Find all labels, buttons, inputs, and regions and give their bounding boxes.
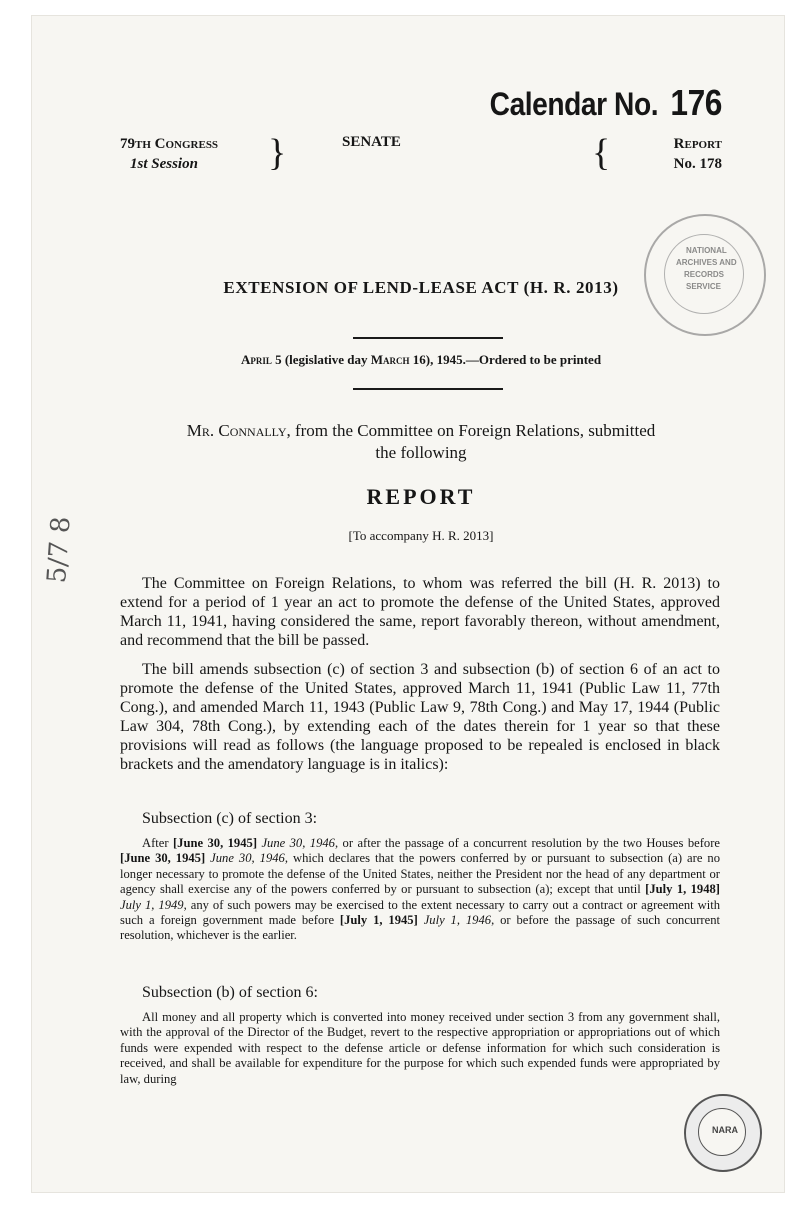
congress-line: 79th Congress	[120, 136, 219, 152]
subsection-b-heading: Subsection (b) of section 6:	[142, 984, 318, 1001]
dateline-order: ), 1945.—Ordered to be printed	[425, 352, 602, 367]
italic-text: July 1, 1949	[120, 897, 184, 912]
accompany-note: [To accompany H. R. 2013]	[348, 528, 494, 543]
divider	[353, 388, 503, 390]
subsection-c-text	[120, 836, 720, 944]
truman-library-stamp-icon: NARA	[684, 1094, 762, 1172]
text-run: , which declares that the powers conferred by or pursuant to subsection (a) are no longer necessary to promote the defense of the United States, neither the President nor the head of any department or agency shall exercise any of the powers conferred by or pursuant to subsection (a); except that until	[120, 851, 721, 897]
calendar-label: Calendar No.	[489, 86, 659, 122]
italic-text: June 30, 1946	[205, 851, 285, 866]
divider	[353, 337, 503, 339]
handwritten-margin-note: 5/7 8	[42, 515, 77, 585]
national-archives-stamp-icon: NATIONAL ARCHIVES AND RECORDS SERVICE	[644, 214, 766, 336]
subsection-b-text: All money and all property which is converted into money received under section 3 from any government shall, with the approval of the Director of the Budget, revert to the respective appropriation or appropriations out of which funds were expended with respect to the defense article or defense information for which such consideration is received, and shall be available for expenditure for the purpose for which such expended funds were appropriated by law, during	[120, 1010, 720, 1086]
session-line: 1st Session	[130, 156, 198, 172]
report-no-line: No. 178	[673, 156, 722, 172]
text-run: , any of such powers may be exercised to the extent necessary to carry out a contract or agreement with such a foreign government made before	[120, 897, 721, 928]
submitted-text: , from the Committee on Foreign Relations, submitted	[286, 421, 656, 440]
dateline-date: April 5	[240, 352, 282, 367]
dateline	[120, 352, 722, 368]
brace-right-icon: }	[268, 132, 287, 174]
congress-session	[120, 134, 218, 174]
dateline-text: (legislative day	[281, 352, 371, 367]
report-number	[674, 134, 722, 174]
italic-text: June 30, 1946	[257, 836, 335, 850]
document-title: EXTENSION OF LEND-LEASE ACT (H. R. 2013)	[223, 278, 619, 297]
brace-left-icon: {	[592, 132, 611, 174]
calendar-number	[490, 82, 722, 124]
report-heading: REPORT	[366, 484, 476, 509]
bracketed-text: [July 1, 1948]	[645, 882, 721, 897]
bracketed-text: [June 30, 1945]	[172, 836, 258, 850]
subsection-c-heading: Subsection (c) of section 3:	[142, 810, 318, 827]
text-run: After	[142, 836, 173, 850]
senator-name: Mr. Connally	[186, 421, 287, 440]
chamber-label: SENATE	[342, 134, 401, 150]
paragraph-1: The Committee on Foreign Relations, to whom was referred the bill (H. R. 2013) to extend for a period of 1 year an act to promote the defense of the United States, approved March 11, 1941, having considered the same, report favorably thereon, without amendment, and recommend that the bill be passed.	[120, 575, 720, 649]
dateline-legislative-day: March 16	[370, 352, 426, 367]
report-line: Report	[673, 136, 722, 152]
text-run: , or before the passage of such concurrent resolution, whichever is the earlier.	[120, 913, 720, 943]
bracketed-text: [June 30, 1945]	[120, 851, 206, 866]
submitted-by	[120, 420, 722, 464]
bracketed-text: [July 1, 1945]	[339, 913, 418, 928]
document-page	[32, 16, 784, 1192]
calendar-num: 176	[670, 82, 722, 123]
text-run: , or after the passage of a concurrent resolution by the two Houses before	[334, 836, 720, 850]
italic-text: July 1, 1946	[417, 913, 492, 928]
submitted-line2: the following	[375, 443, 467, 462]
paragraph-2: The bill amends subsection (c) of section 3 and subsection (b) of section 6 of an act to promote the defense of the United States, approved March 11, 1941 (Public Law 11, 77th Cong.), and amended March 11, 1943 (Public Law 9, 78th Cong.) and May 17, 1944 (Public Law 304, 78th Cong.), by extending each of the dates therein for 1 year so that these provisions will read as follows (the language proposed to be repealed is enclosed in black brackets and the amendatory language is in italics):	[120, 661, 720, 773]
